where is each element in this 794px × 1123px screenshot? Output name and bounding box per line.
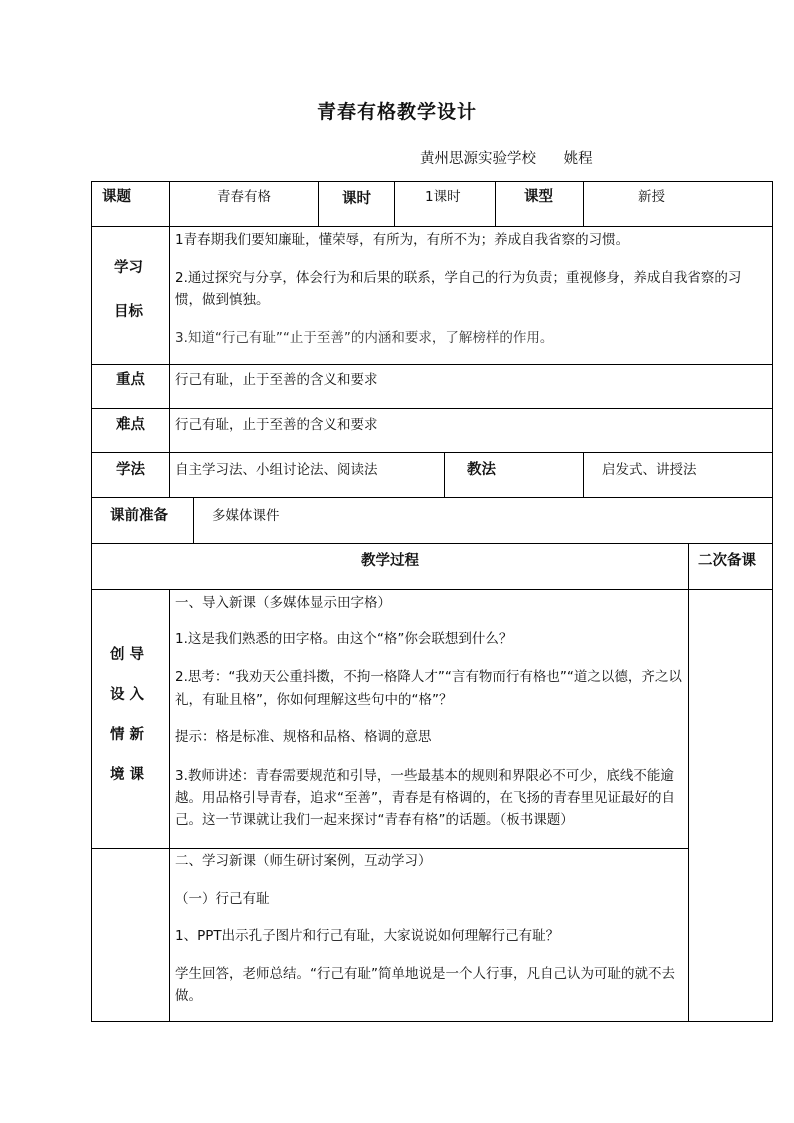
objectives-label-1: 学习 bbox=[114, 260, 143, 276]
author-line bbox=[420, 147, 593, 168]
section2-line: （一）行己有耻 bbox=[175, 891, 270, 907]
section2-line: 1、PPT出示孔子图片和行己有耻，大家说说如何理解行己有耻？ bbox=[175, 928, 560, 944]
key-point-value: 行己有耻，止于至善的含义和要求 bbox=[175, 372, 378, 388]
school-name: 黄州思源实验学校 bbox=[420, 151, 536, 167]
objective-item: 2.通过探究与分享，体会行为和后果的联系，学自己的行为负责；重视修身，养成自我省察的习惯，做到慎独。 bbox=[175, 270, 742, 308]
key-point-label: 重点 bbox=[116, 372, 145, 388]
teach-method-label: 教法 bbox=[467, 462, 496, 478]
section2-line: 二、学习新课（师生研讨案例，互动学习） bbox=[175, 853, 432, 869]
difficulty-label: 难点 bbox=[116, 417, 145, 433]
hours-label: 课时 bbox=[342, 191, 371, 207]
section1-label: 创 导 bbox=[110, 647, 145, 663]
difficulty-value: 行己有耻，止于至善的含义和要求 bbox=[175, 417, 378, 433]
objectives-label-2: 目标 bbox=[114, 304, 143, 320]
section1-line: 3.教师讲述：青春需要规范和引导，一些最基本的规则和界限必不可少，底线不能逾越。用品格引导青春，追求“至善”，青春是有格调的，在飞扬的青春里见证最好的自己。这一节课就让我们一起来探讨“青春有格”的话题。（板书课题） bbox=[175, 768, 675, 828]
study-method-label: 学法 bbox=[116, 462, 145, 478]
section1-label: 设 入 bbox=[110, 687, 145, 703]
type-label: 课型 bbox=[524, 189, 553, 205]
section1-line: 1.这是我们熟悉的田字格。由这个“格”你会联想到什么？ bbox=[175, 631, 513, 647]
study-method-value: 自主学习法、小组讨论法、阅读法 bbox=[175, 462, 378, 478]
section1-label: 情 新 bbox=[110, 727, 145, 743]
hours-value: 1课时 bbox=[425, 189, 461, 205]
section1-line: 一、导入新课（多媒体显示田字格） bbox=[175, 595, 391, 611]
teach-method-value: 启发式、讲授法 bbox=[602, 462, 697, 478]
section1-line: 2.思考：“我劝天公重抖擞，不拘一格降人才”“言有物而行有格也”“道之以德，齐之以礼，有耻且格”，你如何理解这些句中的“格”？ bbox=[175, 669, 682, 708]
section1-label: 境 课 bbox=[110, 767, 145, 783]
process-header: 教学过程 bbox=[361, 553, 419, 569]
prep-value: 多媒体课件 bbox=[212, 508, 280, 524]
author-name: 姚程 bbox=[563, 151, 593, 167]
objective-item: 3.知道“行己有耻”“止于至善”的内涵和要求，了解榜样的作用。 bbox=[175, 330, 554, 346]
lesson-value: 青春有格 bbox=[217, 189, 271, 205]
objective-item: 1青春期我们要知廉耻，懂荣辱，有所为，有所不为；养成自我省察的习惯。 bbox=[175, 232, 630, 248]
lesson-label: 课题 bbox=[102, 189, 131, 205]
revision-header: 二次备课 bbox=[698, 553, 756, 569]
document-title: 青春有格教学设计 bbox=[316, 101, 477, 123]
type-value: 新授 bbox=[638, 189, 665, 205]
prep-label: 课前准备 bbox=[110, 508, 168, 524]
section1-line: 提示：格是标准、规格和品格、格调的意思 bbox=[175, 729, 432, 745]
section2-line: 学生回答，老师总结。“行己有耻”简单地说是一个人行事，凡自己认为可耻的就不去做。 bbox=[175, 966, 675, 1004]
